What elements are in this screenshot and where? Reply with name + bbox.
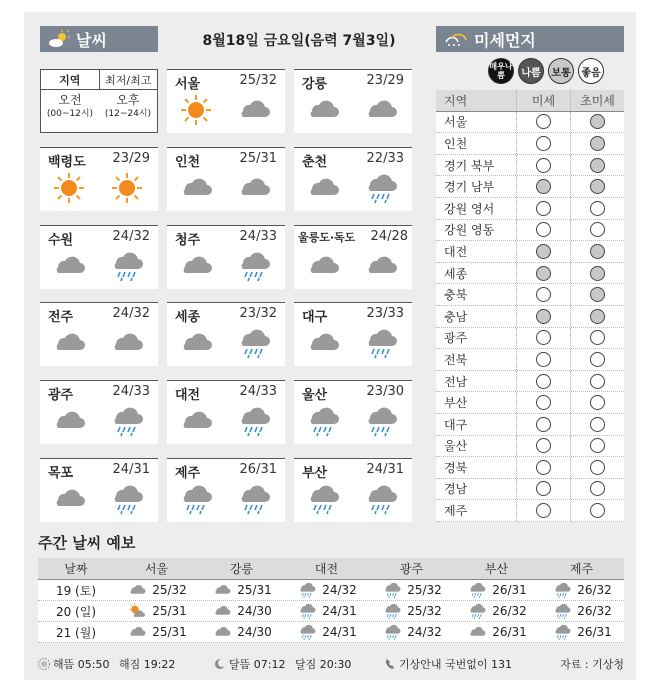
cloud-icon xyxy=(179,404,213,438)
pm25-good-dot xyxy=(590,374,605,389)
dust-legend-good: 좋음 xyxy=(578,58,604,84)
city-card xyxy=(167,380,285,444)
rain-icon xyxy=(466,602,488,620)
rain-icon xyxy=(381,602,403,620)
city-temp: 24/31 xyxy=(366,462,404,477)
dust-region: 대구 xyxy=(444,417,468,432)
city-name: 울릉도·독도 xyxy=(298,231,356,244)
weekly-cell xyxy=(284,602,369,620)
city-card xyxy=(167,225,285,289)
cloud-icon xyxy=(364,249,398,283)
cloud-icon xyxy=(52,404,86,438)
weekly-col-header: 광주 xyxy=(399,562,424,576)
city-name: 울산 xyxy=(302,388,328,403)
pm10-good-dot xyxy=(536,158,551,173)
city-temp: 23/30 xyxy=(366,384,404,399)
sun-icon xyxy=(52,171,86,205)
pm10-normal-dot xyxy=(536,266,551,281)
pm25-good-dot xyxy=(590,222,605,237)
rain-icon xyxy=(237,249,271,283)
rain-icon xyxy=(296,602,318,620)
cloud-icon xyxy=(179,171,213,205)
weekly-cell xyxy=(114,623,199,641)
dust-region: 광주 xyxy=(444,331,468,346)
pm25-normal-dot xyxy=(590,179,605,194)
rain-icon xyxy=(364,404,398,438)
dust-row xyxy=(436,133,624,155)
date-label: 8월18일 금요일(음력 7월3일) xyxy=(202,33,396,49)
dust-region: 울산 xyxy=(444,439,468,454)
cloud-icon xyxy=(211,602,233,620)
city-card xyxy=(167,458,285,522)
weekly-temp: 26/32 xyxy=(577,583,612,597)
dust-region: 전북 xyxy=(444,352,468,367)
weekly-cell xyxy=(199,602,284,620)
city-card xyxy=(294,458,412,522)
dust-row xyxy=(436,263,624,285)
city-name: 대구 xyxy=(302,310,328,325)
dust-row xyxy=(436,112,624,134)
city-temp: 24/32 xyxy=(112,229,150,244)
pm10-normal-dot xyxy=(536,309,551,324)
city-temp: 23/32 xyxy=(239,306,277,321)
city-temp: 24/32 xyxy=(112,306,150,321)
weekly-cell xyxy=(199,581,284,599)
cloud-icon xyxy=(466,623,488,641)
weekly-temp: 24/30 xyxy=(237,625,272,639)
city-temp: 24/33 xyxy=(239,229,277,244)
weekly-cell xyxy=(539,581,624,599)
dust-region: 부산 xyxy=(444,396,468,411)
suncloud-icon xyxy=(126,602,148,620)
pm25-normal-dot xyxy=(590,287,605,302)
city-temp: 24/33 xyxy=(112,384,150,399)
weekly-col-header: 부산 xyxy=(484,562,509,576)
rain-icon xyxy=(364,482,398,516)
weekly-col-header: 대전 xyxy=(314,562,339,576)
city-card xyxy=(294,147,412,211)
weekly-cell xyxy=(199,623,284,641)
cloud-icon xyxy=(237,93,271,127)
city-temp: 24/33 xyxy=(239,384,277,399)
rain-icon xyxy=(237,326,271,360)
pm10-good-dot xyxy=(536,114,551,129)
city-card xyxy=(167,147,285,211)
weekly-cell xyxy=(284,623,369,641)
rain-icon xyxy=(306,404,340,438)
rain-icon xyxy=(296,623,318,641)
city-name: 서울 xyxy=(175,77,201,92)
pm10-good-dot xyxy=(536,438,551,453)
rain-icon xyxy=(551,581,573,599)
rain-icon xyxy=(551,602,573,620)
weekly-cell xyxy=(454,623,539,641)
pm10-good-dot xyxy=(536,136,551,151)
weekly-cell xyxy=(369,623,454,641)
pm25-good-dot xyxy=(590,503,605,518)
city-name: 수원 xyxy=(48,233,74,248)
sunset: 해짐 19:22 xyxy=(118,658,176,671)
weather-panel xyxy=(24,12,636,680)
pm25-good-dot xyxy=(590,330,605,345)
weekly-cell xyxy=(539,602,624,620)
dust-region: 세종 xyxy=(444,266,468,281)
weather-title: 날씨 xyxy=(76,30,107,50)
dust-icon xyxy=(444,30,468,48)
rain-icon xyxy=(296,581,318,599)
weekly-temp: 24/32 xyxy=(322,583,357,597)
dust-row xyxy=(436,414,624,436)
legend-pm: 오후 (12~24시) xyxy=(104,93,152,119)
weekly-col-header: 날짜 xyxy=(64,562,88,576)
city-name: 백령도 xyxy=(48,155,86,170)
rain-icon xyxy=(306,482,340,516)
pm10-good-dot xyxy=(536,287,551,302)
cloud-icon xyxy=(179,249,213,283)
pm25-good-dot xyxy=(590,201,605,216)
dust-table-header: 지역 미세 초미세 xyxy=(436,90,624,112)
city-name: 부산 xyxy=(302,466,328,481)
weekly-temp: 26/31 xyxy=(577,625,612,639)
sun-icon xyxy=(179,93,213,127)
weekly-temp: 25/31 xyxy=(152,604,187,618)
cloud-icon xyxy=(306,171,340,205)
city-name: 인천 xyxy=(175,155,201,170)
cloud-icon xyxy=(211,581,233,599)
weekly-temp: 25/31 xyxy=(152,625,187,639)
dust-row xyxy=(436,436,624,458)
weekly-date: 21 (월) xyxy=(55,625,97,640)
dust-row xyxy=(436,198,624,220)
weekly-row xyxy=(38,601,624,622)
pm10-good-dot xyxy=(536,417,551,432)
weekly-temp: 26/32 xyxy=(577,604,612,618)
weekly-table xyxy=(38,558,624,643)
city-name: 세종 xyxy=(175,310,201,325)
dust-legend-normal: 보통 xyxy=(548,58,574,84)
cloud-icon xyxy=(306,249,340,283)
weekly-temp: 25/32 xyxy=(407,604,442,618)
weekly-title: 주간 날씨 예보 xyxy=(38,534,136,552)
pm25-good-dot xyxy=(590,352,605,367)
city-name: 강릉 xyxy=(302,77,328,92)
city-card xyxy=(40,458,158,522)
city-name: 목포 xyxy=(48,466,74,481)
weekly-col-header: 강릉 xyxy=(229,562,254,576)
weekly-temp: 24/31 xyxy=(322,625,357,639)
weekly-cell xyxy=(454,581,539,599)
city-temp: 23/29 xyxy=(112,151,150,166)
city-card xyxy=(40,147,158,211)
pm10-good-dot xyxy=(536,222,551,237)
legend-card xyxy=(40,69,158,133)
legend-am: 오전 (00~12시) xyxy=(46,93,94,119)
weekly-header xyxy=(38,558,624,580)
dust-region: 강원 영서 xyxy=(444,201,495,216)
weekly-cell xyxy=(454,602,539,620)
pm25-good-dot xyxy=(590,395,605,410)
pm10-good-dot xyxy=(536,330,551,345)
dust-region: 서울 xyxy=(444,115,468,130)
weekly-cell xyxy=(114,602,199,620)
cloud-icon xyxy=(52,482,86,516)
dust-table xyxy=(436,90,624,522)
cloud-icon xyxy=(52,249,86,283)
cloud-icon xyxy=(110,326,144,360)
dust-row xyxy=(436,349,624,371)
pm25-normal-dot xyxy=(590,266,605,281)
weekly-temp: 26/32 xyxy=(492,604,527,618)
dust-row xyxy=(436,306,624,328)
pm10-good-dot xyxy=(536,395,551,410)
rain-icon xyxy=(364,171,398,205)
sun-icon xyxy=(110,171,144,205)
pm10-good-dot xyxy=(536,481,551,496)
dust-row xyxy=(436,220,624,242)
moonset: 달짐 20:30 xyxy=(294,658,352,671)
rain-icon xyxy=(237,404,271,438)
cloud-icon xyxy=(306,326,340,360)
weekly-date: 20 (일) xyxy=(55,604,97,619)
dust-row xyxy=(436,241,624,263)
rain-icon xyxy=(179,482,213,516)
pm10-normal-dot xyxy=(536,179,551,194)
weekly-cell xyxy=(284,581,369,599)
cloud-icon xyxy=(126,581,148,599)
pm10-normal-dot xyxy=(536,244,551,259)
dust-row xyxy=(436,479,624,501)
dust-region: 충북 xyxy=(444,288,468,303)
weekly-temp: 25/32 xyxy=(407,583,442,597)
dust-region: 경북 xyxy=(444,460,468,475)
pm10-good-dot xyxy=(536,201,551,216)
sun-cloud-icon xyxy=(48,30,70,48)
cloud-icon xyxy=(364,93,398,127)
dust-region: 대전 xyxy=(444,244,468,259)
pm25-good-dot xyxy=(590,481,605,496)
city-temp: 25/31 xyxy=(239,151,277,166)
city-temp: 25/32 xyxy=(239,73,277,88)
city-card xyxy=(40,225,158,289)
dust-region: 제주 xyxy=(444,504,468,519)
rain-icon xyxy=(237,482,271,516)
cloud-icon xyxy=(52,326,86,360)
source: 자료 : 기상청 xyxy=(560,658,624,671)
city-card xyxy=(294,380,412,444)
dust-legend-very-bad: 매우나쁨 xyxy=(488,58,514,84)
dust-row xyxy=(436,500,624,522)
pm25-normal-dot xyxy=(590,158,605,173)
cloud-icon xyxy=(179,326,213,360)
dust-region: 경기 북부 xyxy=(444,158,495,173)
dust-region: 전남 xyxy=(444,374,468,389)
city-card xyxy=(40,302,158,366)
weekly-temp: 25/31 xyxy=(237,583,272,597)
weekly-temp: 24/30 xyxy=(237,604,272,618)
weekly-date: 19 (토) xyxy=(55,583,97,598)
weekly-col-header: 서울 xyxy=(144,562,169,576)
city-temp: 23/33 xyxy=(366,306,404,321)
city-name: 광주 xyxy=(48,388,74,403)
weekly-temp: 25/32 xyxy=(152,583,187,597)
dust-header xyxy=(436,26,624,52)
pm25-normal-dot xyxy=(590,136,605,151)
pm25-good-dot xyxy=(590,438,605,453)
cloud-icon xyxy=(211,623,233,641)
weather-header xyxy=(40,26,158,52)
dust-region: 경남 xyxy=(444,482,468,497)
city-temp: 24/31 xyxy=(112,462,150,477)
legend-region: 지역 xyxy=(41,70,100,89)
rain-icon xyxy=(364,326,398,360)
rain-icon xyxy=(381,581,403,599)
phone-icon xyxy=(384,658,396,670)
rain-icon xyxy=(110,482,144,516)
city-card xyxy=(294,69,412,133)
rain-icon xyxy=(381,623,403,641)
cloud-icon xyxy=(237,171,271,205)
weekly-cell xyxy=(539,623,624,641)
weekly-temp: 26/31 xyxy=(492,625,527,639)
weekly-temp: 24/32 xyxy=(407,625,442,639)
weekly-temp: 26/31 xyxy=(492,583,527,597)
sunrise-icon xyxy=(38,658,50,670)
weekly-cell xyxy=(114,581,199,599)
city-name: 제주 xyxy=(175,466,201,481)
city-card xyxy=(294,302,412,366)
dust-region: 강원 영동 xyxy=(444,223,495,238)
rain-icon xyxy=(110,249,144,283)
city-card xyxy=(294,225,412,289)
cloud-icon xyxy=(306,93,340,127)
weekly-col-header: 제주 xyxy=(569,562,594,576)
dust-title: 미세먼지 xyxy=(474,30,536,50)
cloud-icon xyxy=(126,623,148,641)
pm25-normal-dot xyxy=(590,244,605,259)
city-temp: 23/29 xyxy=(366,73,404,88)
moon-icon xyxy=(214,658,226,670)
city-card xyxy=(167,302,285,366)
pm10-good-dot xyxy=(536,352,551,367)
footer xyxy=(38,656,624,672)
dust-row xyxy=(436,328,624,350)
city-name: 전주 xyxy=(48,310,74,325)
dust-row xyxy=(436,392,624,414)
city-temp: 26/31 xyxy=(239,462,277,477)
dust-legend xyxy=(488,58,604,84)
city-temp: 22/33 xyxy=(366,151,404,166)
dust-row xyxy=(436,284,624,306)
rain-icon xyxy=(110,404,144,438)
dust-region: 경기 남부 xyxy=(444,180,495,195)
dust-row xyxy=(436,155,624,177)
pm10-good-dot xyxy=(536,374,551,389)
pm25-normal-dot xyxy=(590,114,605,129)
dust-region: 인천 xyxy=(444,136,468,151)
weekly-row xyxy=(38,622,624,643)
city-card xyxy=(40,380,158,444)
city-card xyxy=(167,69,285,133)
city-name: 대전 xyxy=(175,388,201,403)
city-temp: 24/28 xyxy=(370,229,408,244)
sunrise: 해뜸 05:50 xyxy=(53,658,110,671)
rain-icon xyxy=(466,581,488,599)
pm10-good-dot xyxy=(536,503,551,518)
dust-row xyxy=(436,457,624,479)
rain-icon xyxy=(551,623,573,641)
pm25-good-dot xyxy=(590,417,605,432)
legend-range: 최저/최고 xyxy=(105,73,152,87)
weekly-cell xyxy=(369,581,454,599)
weekly-temp: 24/31 xyxy=(322,604,357,618)
dust-row xyxy=(436,176,624,198)
pm10-good-dot xyxy=(536,460,551,475)
forecast-info: 기상안내 국번없이 131 xyxy=(399,658,512,671)
moonrise: 달뜸 07:12 xyxy=(229,658,286,671)
weekly-cell xyxy=(369,602,454,620)
weekly-row xyxy=(38,580,624,601)
city-name: 춘천 xyxy=(302,155,328,170)
dust-region: 충남 xyxy=(444,309,468,324)
pm25-normal-dot xyxy=(590,309,605,324)
pm25-good-dot xyxy=(590,460,605,475)
dust-row xyxy=(436,371,624,393)
city-name: 청주 xyxy=(175,233,201,248)
dust-legend-bad: 나쁨 xyxy=(518,58,544,84)
